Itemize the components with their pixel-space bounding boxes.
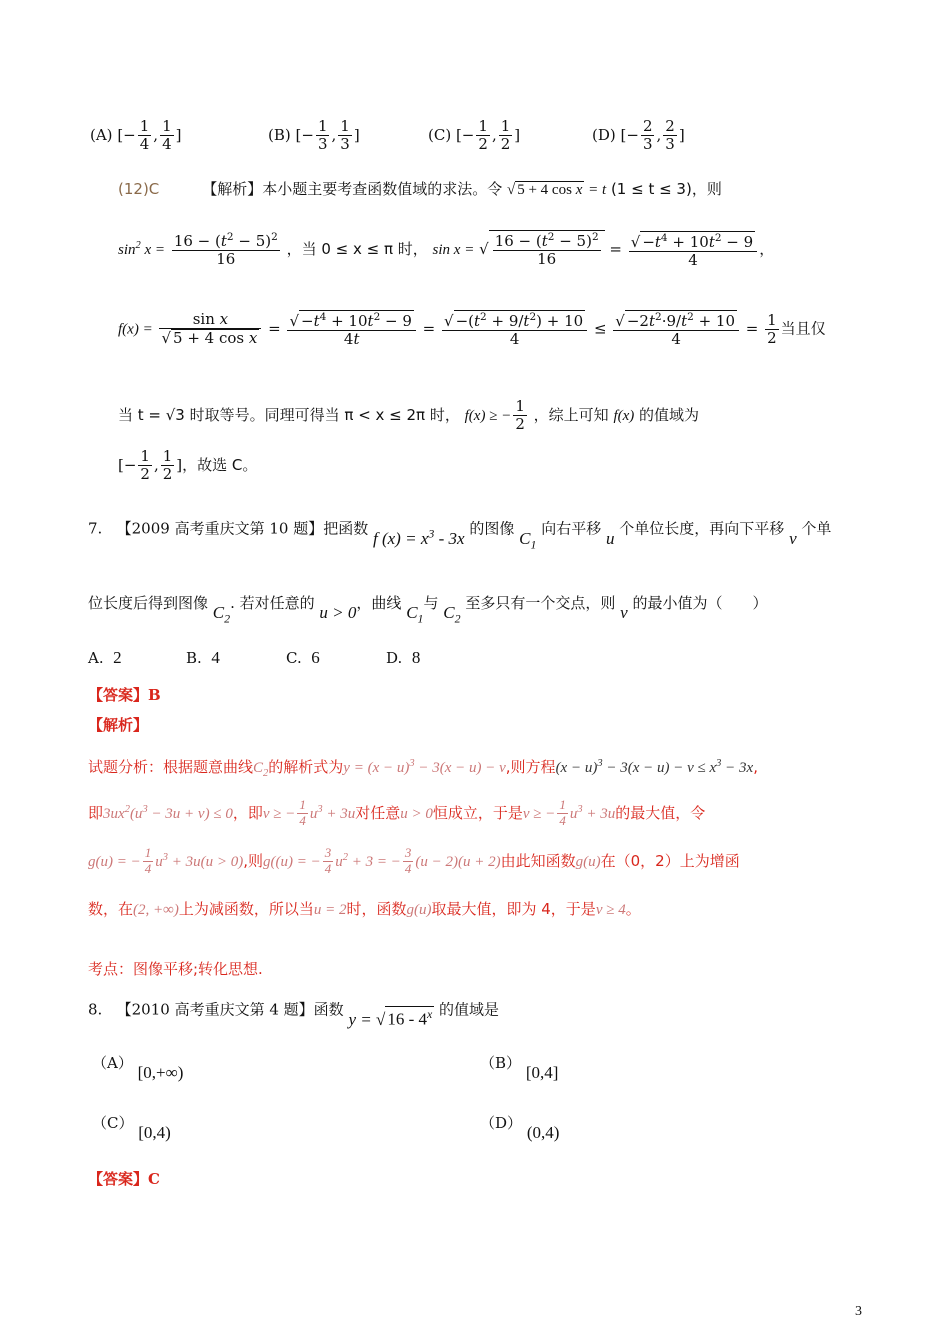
q6-solution-line1: (12)C 【解析】本小题主要考查函数值域的求法。令 √ 5 + 4 cos x = t (1 ≤ t ≤ 3)，则 [118, 180, 722, 198]
q8-line1: 8. 【2010 高考重庆文第 4 题】函数 y = √ 16 - 4$^x$ 的值域是 [88, 1000, 500, 1029]
q7-analysis-line2: 即$3ux^2(u^3 - 3u + v) \le 0$，即v ≥ − $\frac{1}{4}$ $u^3 + 3u$对任意u > 0恒成立，于是v ≥ − $\frac{1}{4}$ $u^3 + 3u$的最大值，令 [88, 797, 706, 828]
q7-analysis-label: 【解析】 [88, 716, 149, 734]
q6-solution-tag: (12)C [118, 180, 160, 198]
q7-option-a: A. 2 [88, 648, 122, 667]
q7-option-d: D. 8 [386, 648, 421, 667]
q7-analysis-line1: 试题分析：根据题意曲线$C_2$的解析式为$y = (x - u)^3 - 3(x - u) - v$,则方程$(x - u)^3 - 3(x - u) - v \le x^3 - 3x$, [88, 758, 758, 779]
q8-option-a: （A） [0,+∞) [92, 1054, 184, 1082]
q7-kaodian: 考点：图像平移;转化思想. [88, 960, 263, 978]
q6-option-b: (B) [− $\frac{1}{3}$ , $\frac{1}{3}$ ] [268, 117, 360, 154]
q7-analysis-line3: g(u) = − $\frac{1}{4}$ $u^3 + 3u(u > 0)$,则g((u) = − $\frac{3}{4}$ $u^2 + 3$ = − $\frac{3}{4}$ (u − 2)(u + 2)由此知函数g(u)在（0，2）上为增函 [88, 845, 740, 876]
q6-option-d: (D) [− $\frac{2}{3}$ , $\frac{2}{3}$ ] [592, 117, 685, 154]
q7-option-c: C. 6 [286, 648, 320, 667]
q7-analysis-line4: 数，在(2, +∞)上为减函数，所以当u = 2时，函数g(u)取最大值，即为 4，于是v ≥ 4。 [88, 900, 641, 918]
q8-answer: 【答案】C [88, 1170, 160, 1188]
q7-line1: 7. 【2009 高考重庆文第 10 题】把函数 f $(x) = x^3 - 3x$ 的图像 $C_1$ 向右平移 u 个单位长度，再向下平移 v 个单 [88, 519, 832, 552]
q6-solution-line4: 当 t = √3 时取等号。同理可得当 π < x ≤ 2π 时， f(x) ≥ − $\frac{1}{2}$ ，综上可知 f(x) 的值域为 [118, 397, 700, 434]
page-number: 3 [855, 1304, 862, 1319]
q6-solution-line3: f(x) = $\frac{\text{sin x}}{\text{√ 5 + 4 cos x}}$ = $\frac{√ -t^4 + 10t^2 - 9}{4t}$ = $\frac{√ -(t^2 + 9/t^2) + 10}{4}$ ≤ $\frac{√ -2t^2\cdot 9/t^2 + 10}{4}$ = $\frac{1}{2}$ 当且仅 [118, 310, 826, 349]
q7-answer: 【答案】B [88, 686, 161, 704]
q6-solution-line2: $\sin^2 x$ = $\frac{16 - (t^2 - 5)^2}{16}$ ，当 0 ≤ x ≤ π 时， sin x = √ $\frac{16 - (t^2 - 5)^2}{16}$ = $\frac{√ -t^4 + 10t^2 - 9}{4}$ ， [118, 231, 775, 269]
q7-option-b: B. 4 [186, 648, 220, 667]
q6-option-a: (A) [− $\frac{1}{4}$ , $\frac{1}{4}$ ] [90, 117, 182, 154]
q8-option-c: （C） [0,4) [92, 1114, 171, 1142]
q6-option-c: (C) [− $\frac{1}{2}$ , $\frac{1}{2}$ ] [428, 117, 521, 154]
q6-solution-line5: [− $\frac{1}{2}$ , $\frac{1}{2}$ ]，故选 C。 [118, 447, 258, 484]
q7-line2: 位长度后得到图像 $C_2$. 若对任意的 u > 0，曲线 $C_1$与 $C_2$ 至多只有一个交点，则 v 的最小值为（ ） [88, 594, 768, 626]
q8-option-b: （B） [0,4] [480, 1054, 559, 1082]
q8-option-d: （D） (0,4) [480, 1114, 560, 1142]
